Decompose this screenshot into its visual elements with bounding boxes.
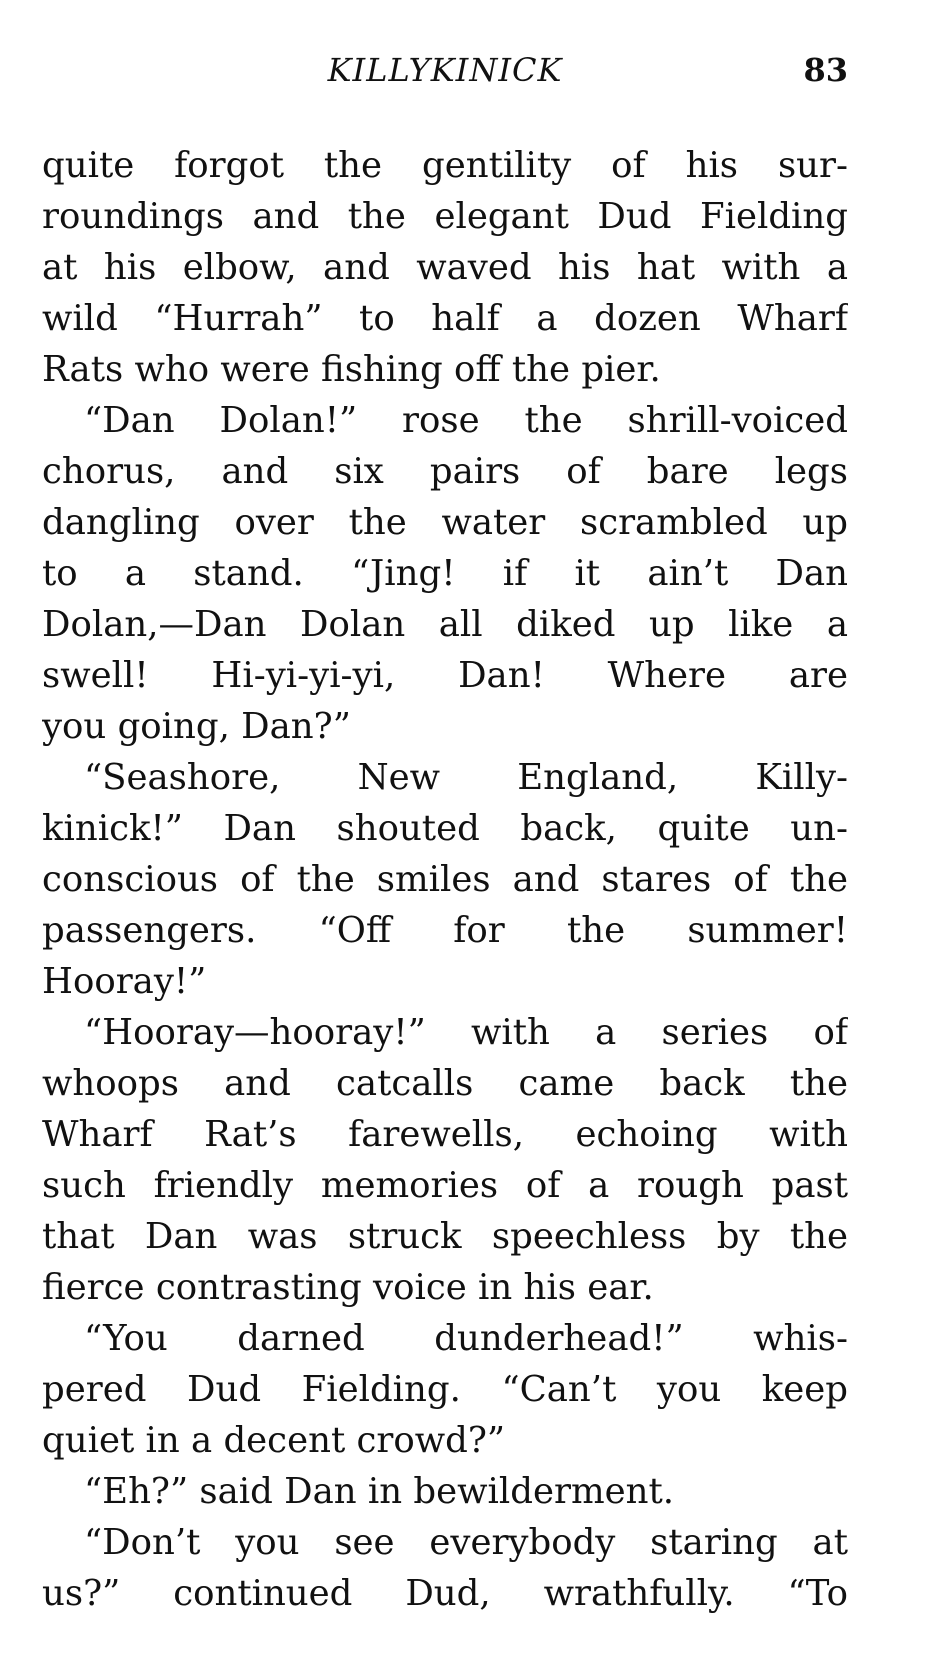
paragraph	[42, 1466, 848, 1517]
text-line: such friendly memories of a rough past	[42, 1165, 848, 1206]
paragraph	[42, 752, 848, 1007]
text-line: chorus, and six pairs of bare legs	[42, 451, 848, 492]
text-line: quite forgot the gentility of his sur-	[42, 145, 848, 186]
text-line: Wharf Rat’s farewells, echoing with	[42, 1114, 848, 1155]
text-line: passengers. “Off for the summer!	[42, 910, 848, 951]
page-number: 83	[803, 51, 848, 89]
paragraph	[42, 1517, 848, 1619]
text-line: quiet in a decent crowd?”	[42, 1420, 506, 1461]
text-line: swell! Hi-yi-yi-yi, Dan! Where are	[42, 655, 848, 696]
text-line: whoops and catcalls came back the	[42, 1063, 848, 1104]
text-line: Rats who were fishing off the pier.	[42, 349, 661, 390]
paragraph	[42, 140, 848, 395]
text-line: at his elbow, and waved his hat with a	[42, 247, 848, 288]
page-header	[42, 48, 848, 92]
text-line: that Dan was struck speechless by the	[42, 1216, 848, 1257]
text-line: us?” continued Dud, wrathfully. “To	[42, 1573, 848, 1614]
text-line: conscious of the smiles and stares of the	[42, 859, 848, 900]
text-line: to a stand. “Jing! if it ain’t Dan	[42, 553, 848, 594]
text-line: “Don’t you see everybody staring at	[84, 1522, 848, 1563]
text-line: “You darned dunderhead!” whis-	[84, 1318, 848, 1359]
paragraph	[42, 1007, 848, 1313]
body-text	[42, 140, 848, 1619]
text-line: “Eh?” said Dan in bewilderment.	[84, 1471, 675, 1512]
text-line: pered Dud Fielding. “Can’t you keep	[42, 1369, 848, 1410]
text-line: roundings and the elegant Dud Fielding	[42, 196, 848, 237]
text-line: kinick!” Dan shouted back, quite un-	[42, 808, 848, 849]
text-line: Hooray!”	[42, 961, 207, 1002]
text-line: fierce contrasting voice in his ear.	[42, 1267, 654, 1308]
text-line: “Hooray—hooray!” with a series of	[84, 1012, 848, 1053]
running-title: KILLYKINICK	[327, 51, 563, 89]
text-line: you going, Dan?”	[42, 706, 351, 747]
text-line: wild “Hurrah” to half a dozen Wharf	[42, 298, 848, 339]
text-line: “Dan Dolan!” rose the shrill-voiced	[84, 400, 848, 441]
paragraph	[42, 1313, 848, 1466]
paragraph	[42, 395, 848, 752]
text-line: “Seashore, New England, Killy-	[84, 757, 848, 798]
text-line: Dolan,—Dan Dolan all diked up like a	[42, 604, 848, 645]
text-line: dangling over the water scrambled up	[42, 502, 848, 543]
